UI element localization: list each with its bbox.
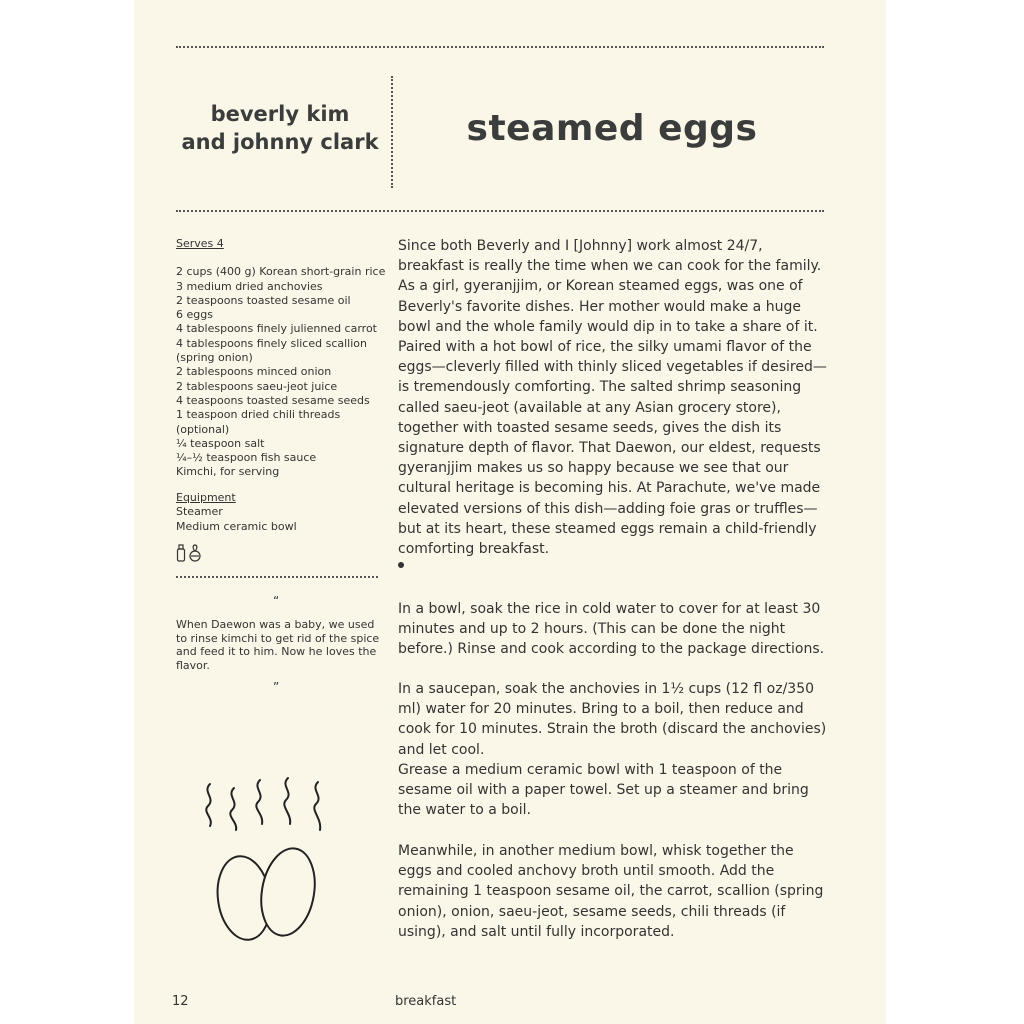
equipment-item: Medium ceramic bowl bbox=[176, 519, 297, 533]
bottle-icon bbox=[178, 545, 185, 561]
method-step-3 bbox=[398, 760, 828, 821]
leaf-icon bbox=[190, 545, 200, 561]
equipment-icons bbox=[176, 544, 216, 562]
egg bbox=[255, 844, 321, 940]
author-line-2: and johnny clark bbox=[181, 130, 379, 154]
serves-label: Serves 4 bbox=[176, 237, 224, 250]
equipment-block bbox=[176, 491, 386, 534]
ingredient-item: 2 teaspoons toasted sesame oil bbox=[176, 293, 351, 307]
intro-paragraph bbox=[398, 236, 828, 559]
ingredient-item: 2 tablespoons saeu-jeot juice bbox=[176, 379, 338, 393]
ingredient-item: 4 tablespoons finely sliced scallion bbox=[176, 336, 367, 350]
step-text: In a saucepan, soak the anchovies in 1½ cups (12 fl oz/350 ml) water for 20 minutes. Bring to a boil, then reduce and cook for 10 minutes. Strain the broth (discard the anchovies) and let cool. bbox=[398, 681, 827, 758]
top-dotted-rule bbox=[176, 46, 824, 48]
ingredient-item: 2 cups (400 g) Korean short-grain rice bbox=[176, 265, 386, 279]
steam-line bbox=[206, 784, 211, 826]
method-step-2 bbox=[398, 679, 828, 760]
ingredient-item: 4 tablespoons finely julienned carrot bbox=[176, 322, 377, 336]
ingredient-item: (spring onion) bbox=[176, 351, 253, 365]
ingredient-item: ¼ teaspoon salt bbox=[176, 436, 265, 450]
ingredient-item: 6 eggs bbox=[176, 308, 213, 322]
method-step-4 bbox=[398, 841, 828, 942]
ingredient-list bbox=[176, 265, 386, 479]
steam-line bbox=[284, 778, 290, 824]
ingredient-item: (optional) bbox=[176, 422, 230, 436]
steam-line bbox=[230, 788, 236, 830]
close-quote-mark: ” bbox=[273, 680, 280, 694]
ingredient-item: ¼–½ teaspoon fish sauce bbox=[176, 451, 317, 465]
author-names bbox=[168, 100, 392, 156]
ingredient-item: 3 medium dried anchovies bbox=[176, 279, 323, 293]
page-number: 12 bbox=[172, 994, 189, 1009]
ingredient-item: 1 teaspoon dried chili threads bbox=[176, 408, 341, 422]
recipe-title: steamed eggs bbox=[466, 108, 758, 149]
equipment-item: Steamer bbox=[176, 505, 223, 519]
ingredient-item: 4 teaspoons toasted sesame seeds bbox=[176, 393, 370, 407]
ingredients-block bbox=[176, 237, 386, 480]
ingredient-item: 2 tablespoons minced onion bbox=[176, 365, 332, 379]
quote-top-rule bbox=[176, 576, 378, 578]
steam-line bbox=[314, 782, 320, 830]
author-line-1: beverly kim bbox=[210, 102, 350, 126]
method-step-1 bbox=[398, 599, 828, 660]
step-text: Meanwhile, in another medium bowl, whisk together the eggs and cooled anchovy broth until smooth. Add the remaining 1 teaspoon sesame oil, the carrot, scallion (spring onion), onion, saeu-jeot, sesame seeds, chili threads (if using), and salt until fully incorporated. bbox=[398, 843, 824, 940]
steam-line bbox=[256, 780, 262, 824]
equipment-heading: Equipment bbox=[176, 491, 236, 504]
step-text: In a bowl, soak the rice in cold water to cover for at least 30 minutes and up to 2 hours. (This can be done the night before.) Rinse and cook according to the package directions. bbox=[398, 601, 825, 658]
open-quote-mark: “ bbox=[273, 594, 280, 608]
steamed-eggs-illustration bbox=[196, 768, 346, 948]
header-bottom-rule bbox=[176, 210, 824, 212]
intro-text: Since both Beverly and I [Johnny] work almost 24/7, breakfast is really the time when we can cook for the family. As a girl, gyeranjjim, or Korean steamed eggs, was one of Beverly's favorite dishes. Her mother would make a huge bowl and the whole family would dip in to take a share of it. Paired with a hot bowl of rice, the silky umami flavor of the eggs—cleverly filled with thinly sliced vegetables if desired—is tremendously comforting. The salted shrimp seasoning called saeu-jeot (available at any Asian grocery store), together with toasted sesame seeds, gives the dish its signature depth of flavor. That Daewon, our eldest, requests gyeranjjim makes us so happy because we see that our cultural heritage is becoming his. At Parachute, we've made elevated versions of this dish—adding foie gras or truffles—but at its heart, these steamed eggs remain a child-friendly comforting breakfast. bbox=[398, 238, 827, 558]
section-bullet bbox=[398, 562, 404, 568]
ingredient-item: Kimchi, for serving bbox=[176, 465, 280, 479]
step-text: Grease a medium ceramic bowl with 1 teaspoon of the sesame oil with a paper towel. Set up a steamer and bring the water to a boil. bbox=[398, 762, 809, 819]
sidebar-quote: When Daewon was a baby, we used to rinse kimchi to get rid of the spice and feed it to him. Now he loves the flavor. bbox=[176, 618, 380, 672]
section-name: breakfast bbox=[395, 994, 457, 1009]
